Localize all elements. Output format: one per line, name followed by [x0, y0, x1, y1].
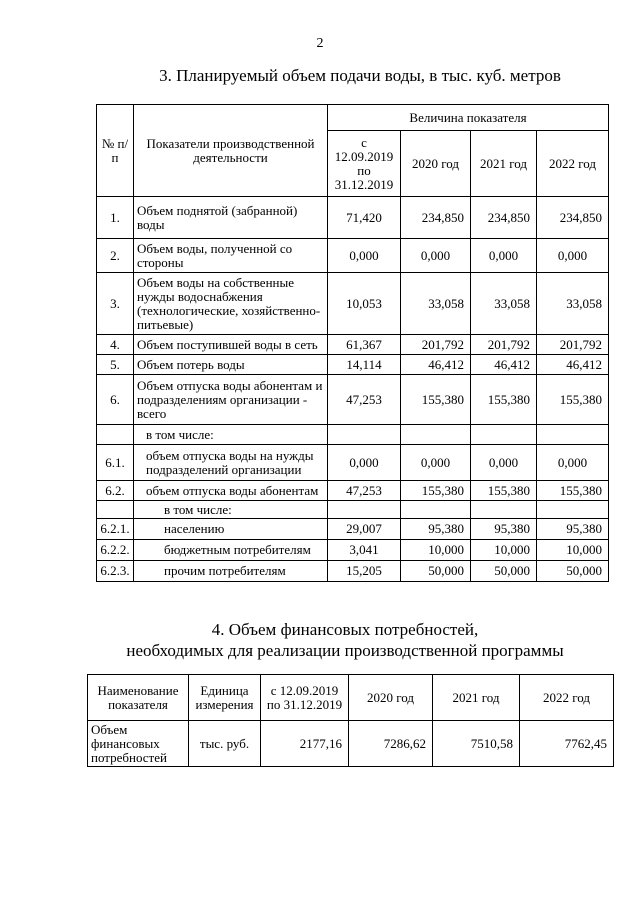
header-2021: 2021 год	[433, 675, 520, 721]
header-name: Наименование показателя	[88, 675, 189, 721]
row-2022: 10,000	[537, 540, 609, 561]
table-row	[97, 561, 609, 582]
row-2021: 155,380	[471, 481, 537, 501]
header-num: № п/п	[97, 105, 134, 197]
row-name: населению	[134, 519, 328, 540]
row-2020	[401, 425, 471, 445]
row-2020: 201,792	[401, 335, 471, 355]
table-row	[97, 375, 609, 425]
header-2020: 2020 год	[349, 675, 433, 721]
row-2022	[537, 501, 609, 519]
row-2022	[537, 425, 609, 445]
row-2020: 234,850	[401, 197, 471, 239]
row-name: прочим потребителям	[134, 561, 328, 582]
row-2020: 46,412	[401, 355, 471, 375]
table-row	[97, 445, 609, 481]
header-period1: с 12.09.2019 по 31.12.2019	[261, 675, 349, 721]
row-num: 6.2.1.	[97, 519, 134, 540]
row-2021: 7510,58	[433, 721, 520, 767]
row-name: Объем поступившей воды в сеть	[134, 335, 328, 355]
row-name: Объем воды на собственные нужды водоснабжения (технологические, хозяйственно-питьевые)	[134, 273, 328, 335]
row-period1: 3,041	[328, 540, 401, 561]
row-unit: тыс. руб.	[189, 721, 261, 767]
row-num: 6.1.	[97, 445, 134, 481]
row-name: в том числе:	[134, 425, 328, 445]
row-name: объем отпуска воды абонентам	[134, 481, 328, 501]
row-period1: 29,007	[328, 519, 401, 540]
row-period1: 15,205	[328, 561, 401, 582]
row-num	[97, 425, 134, 445]
row-2022: 155,380	[537, 481, 609, 501]
row-period1: 14,114	[328, 355, 401, 375]
row-2020: 50,000	[401, 561, 471, 582]
header-value-group: Величина показателя	[328, 105, 609, 131]
row-period1: 47,253	[328, 481, 401, 501]
row-2021: 0,000	[471, 445, 537, 481]
row-2021: 50,000	[471, 561, 537, 582]
row-2022: 0,000	[537, 445, 609, 481]
row-num: 6.	[97, 375, 134, 425]
row-2022: 201,792	[537, 335, 609, 355]
row-name: объем отпуска воды на нужды подразделений организации	[134, 445, 328, 481]
table-row	[97, 481, 609, 501]
row-period1: 0,000	[328, 445, 401, 481]
row-num: 5.	[97, 355, 134, 375]
row-name: Объем потерь воды	[134, 355, 328, 375]
row-num: 3.	[97, 273, 134, 335]
row-2020: 95,380	[401, 519, 471, 540]
row-2022: 33,058	[537, 273, 609, 335]
header-period1: с 12.09.2019 по 31.12.2019	[328, 131, 401, 197]
row-2020: 0,000	[401, 445, 471, 481]
water-supply-table	[96, 104, 609, 582]
page-number: 2	[316, 36, 324, 51]
section4-title-line2: необходимых для реализации производственной программы	[126, 641, 564, 660]
table-row	[97, 273, 609, 335]
section4-title-line1: 4. Объем финансовых потребностей,	[211, 620, 479, 639]
row-name: Объем поднятой (забранной) воды	[134, 197, 328, 239]
row-2020: 7286,62	[349, 721, 433, 767]
section3-title: 3. Планируемый объем подачи воды, в тыс. куб. метров	[159, 66, 561, 85]
row-2021: 10,000	[471, 540, 537, 561]
header-2022: 2022 год	[537, 131, 609, 197]
table-row	[97, 540, 609, 561]
row-2022: 0,000	[537, 239, 609, 273]
financial-needs-table	[87, 674, 614, 767]
table-row	[88, 721, 614, 767]
row-2021	[471, 501, 537, 519]
row-period1	[328, 501, 401, 519]
row-2022: 234,850	[537, 197, 609, 239]
row-2020: 33,058	[401, 273, 471, 335]
row-period1: 61,367	[328, 335, 401, 355]
row-name: Объем финансовых потребностей	[88, 721, 189, 767]
table-row	[97, 239, 609, 273]
row-num: 6.2.3.	[97, 561, 134, 582]
row-2020: 155,380	[401, 481, 471, 501]
row-num: 1.	[97, 197, 134, 239]
row-2020: 10,000	[401, 540, 471, 561]
table-row	[97, 197, 609, 239]
table-row	[97, 519, 609, 540]
row-2022: 46,412	[537, 355, 609, 375]
row-period1: 71,420	[328, 197, 401, 239]
row-period1: 0,000	[328, 239, 401, 273]
row-2021: 46,412	[471, 355, 537, 375]
row-2021: 95,380	[471, 519, 537, 540]
row-period1: 2177,16	[261, 721, 349, 767]
row-2022: 155,380	[537, 375, 609, 425]
row-name: Объем воды, полученной со стороны	[134, 239, 328, 273]
row-2021: 0,000	[471, 239, 537, 273]
row-num: 6.2.2.	[97, 540, 134, 561]
row-2021: 33,058	[471, 273, 537, 335]
table-row	[97, 355, 609, 375]
row-2021: 155,380	[471, 375, 537, 425]
row-period1: 47,253	[328, 375, 401, 425]
row-2021: 234,850	[471, 197, 537, 239]
header-indicator: Показатели производственной деятельности	[134, 105, 328, 197]
table-row	[97, 335, 609, 355]
row-num: 4.	[97, 335, 134, 355]
row-2020: 0,000	[401, 239, 471, 273]
row-num: 6.2.	[97, 481, 134, 501]
header-unit: Единица измерения	[189, 675, 261, 721]
row-2020	[401, 501, 471, 519]
row-num: 2.	[97, 239, 134, 273]
row-name: бюджетным потребителям	[134, 540, 328, 561]
row-period1: 10,053	[328, 273, 401, 335]
row-2020: 155,380	[401, 375, 471, 425]
row-2022: 7762,45	[520, 721, 614, 767]
header-2021: 2021 год	[471, 131, 537, 197]
row-name: в том числе:	[134, 501, 328, 519]
header-2020: 2020 год	[401, 131, 471, 197]
row-num	[97, 501, 134, 519]
row-2021: 201,792	[471, 335, 537, 355]
row-2022: 50,000	[537, 561, 609, 582]
header-2022: 2022 год	[520, 675, 614, 721]
row-2021	[471, 425, 537, 445]
row-period1	[328, 425, 401, 445]
table-row	[97, 501, 609, 519]
row-name: Объем отпуска воды абонентам и подразделениям организации - всего	[134, 375, 328, 425]
table-row	[97, 425, 609, 445]
row-2022: 95,380	[537, 519, 609, 540]
